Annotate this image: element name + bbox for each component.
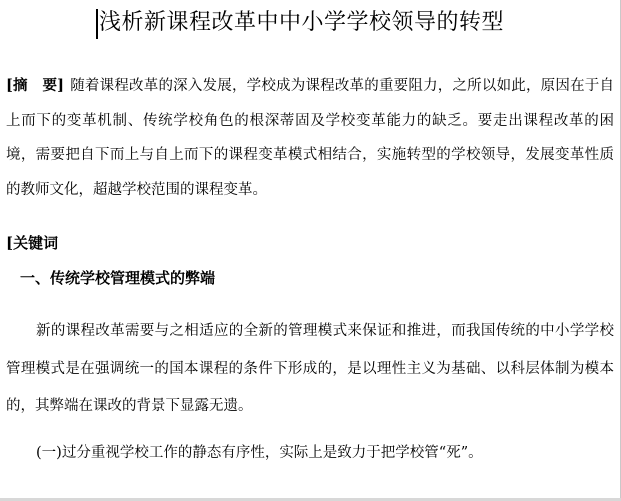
subsection-heading[interactable]: (一)过分重视学校工作的静态有序性，实际上是致力于把学校管“死”。 (36, 445, 483, 461)
document-title[interactable]: 浅析新课程改革中中小学学校领导的转型 (99, 10, 505, 35)
section-paragraph[interactable]: 新的课程改革需要与之相适应的全新的管理模式来保证和推进，而我国传统的中小学学校管理模式是在强调统一的国本课程的条件下形成的，是以理性主义为基础、以科层体制为模本 的，其弊端在课改的背景下显露无遗。 (6, 323, 614, 414)
section-heading[interactable]: 一、传统学校管理模式的弊端 (20, 269, 216, 287)
abstract-text: 随着课程改革的深入发展，学校成为课程改革的重要阻力，之所以如此，原因在于自上而下的变革机制、传统学校角色的根深蒂固及学校变革能力的缺乏。要走出课程改革的困境，需要把自下而上与自上而下的课程变革模式相结合，实施转型的学校领导，发展变革性质的教师文化，超越学校范围的课程变革。 (6, 78, 614, 199)
text-cursor (96, 9, 98, 39)
abstract-paragraph[interactable] (6, 69, 614, 208)
abstract-label: [摘 要] (6, 77, 65, 94)
keywords-label[interactable]: [关键词 (6, 234, 59, 252)
